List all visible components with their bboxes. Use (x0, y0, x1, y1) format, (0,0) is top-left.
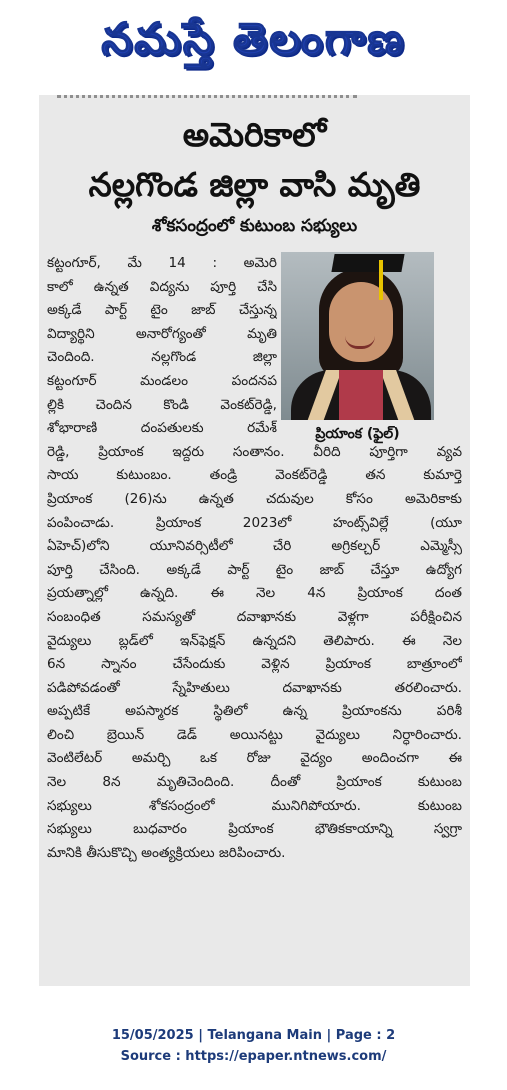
body-line: సంబంధిత సమస్యతో దవాఖానకు వెళ్లగా పరీక్షించిన (47, 608, 462, 625)
body-line: శోభారాణి దంపతులకు రమేశ్ (47, 420, 277, 437)
body-line: అప్పటికే అపస్మారక స్థితిలో ఉన్న ప్రియాంకను పరిశీ (47, 703, 462, 720)
article-body (47, 252, 462, 865)
body-line: సభ్యులు బుధవారం ప్రియాంక భౌతికకాయాన్ని స్వగ్రా (47, 821, 462, 838)
body-line: లించి బ్రెయిన్ డెడ్ అయినట్టు వైద్యులు నిర్ధారించారు. (47, 726, 462, 743)
article-subheadline: శోకసంద్రంలో కుటుంబ సభ్యులు (151, 216, 358, 236)
body-line: కట్టంగూర్, మే 14 : అమెరి (47, 255, 277, 271)
body-line: పడిపోవడంతో స్నేహితులు దవాఖానకు తరలించారు. (47, 679, 462, 696)
body-line: అక్కడే పార్ట్ టైం జాబ్ చేస్తున్న (47, 302, 277, 319)
body-line: సభ్యులు శోకసంద్రంలో మునిగిపోయారు. కుటుంబ (47, 797, 462, 814)
headline-line-1: అమెరికాలో (182, 115, 327, 154)
body-line: విద్యార్థిని అనారోగ్యంతో మృతి (47, 325, 277, 342)
article-headline (39, 110, 470, 210)
body-line: నెల 8న మృతిచెందింది. దీంతో ప్రియాంక కుటుంబ (47, 774, 462, 791)
body-line: పంపించాడు. ప్రియాంక 2023లో హంట్స్‌విల్లే (యూ (47, 514, 462, 531)
body-line: ప్రయత్నాల్లో ఉన్నది. ఈ నెల 4న ప్రియాంక దంత (47, 585, 462, 602)
news-clipping (39, 95, 470, 986)
body-line: పూర్తి చేసింది. అక్కడే పార్ట్ టైం జాబ్ చేస్తూ ఉద్యోగ (47, 561, 462, 578)
body-line: మానికి తీసుకొచ్చి అంత్యక్రియలు జరిపించారు. (47, 844, 286, 861)
source-link[interactable]: Source : https://epaper.ntnews.com/ (120, 1049, 387, 1064)
body-line: ఏహెచ్)లోని యూనివర్సిటీలో చేరి అగ్రికల్చర్ ఎమ్మెస్సీ (47, 538, 462, 555)
body-line: వెంటిలేటర్ అమర్చి ఒక రోజు వైద్యం అందించగా ఈ (47, 750, 462, 767)
body-line: 6న స్నానం చేసేందుకు వెళ్లిన ప్రియాంక బాత్రూంలో (47, 656, 462, 673)
edition-info: 15/05/2025 | Telangana Main | Page : 2 (111, 1028, 396, 1043)
body-line: వైద్యులు బ్లడ్‌లో ఇన్‌ఫెక్షన్ ఉన్నదని తెలిపారు. ఈ నెల (47, 632, 462, 649)
body-line: రెడ్డి, ప్రియాంక ఇద్దరు సంతానం. వీరిది పూర్తిగా వ్యవ (47, 443, 462, 460)
clipping-cut-edge (57, 95, 357, 106)
body-line: చెందింది. నల్లగొండ జిల్లా (47, 349, 277, 366)
body-line: సాయ కుటుంబం. తండ్రి వెంకట్‌రెడ్డి తన కుమార్తె (47, 467, 462, 484)
photo-caption: ప్రియాంక (ఫైల్) (315, 426, 400, 442)
body-line: కాలో ఉన్నత విద్యను పూర్తి చేసి (47, 278, 277, 295)
headline-line-2: నల్లగొండ జిల్లా వాసి మృతి (88, 165, 421, 204)
newspaper-masthead: నమస్తే తెలంగాణ (101, 14, 406, 65)
body-line: ప్రియాంక (26)ను ఉన్నత చదువుల కోసం అమెరికాకు (47, 490, 462, 507)
body-line: ల్లికి చెందిన కొండి వెంకట్‌రెడ్డి, (47, 396, 277, 413)
body-line: కట్టంగూర్ మండలం పందనప (47, 372, 277, 389)
